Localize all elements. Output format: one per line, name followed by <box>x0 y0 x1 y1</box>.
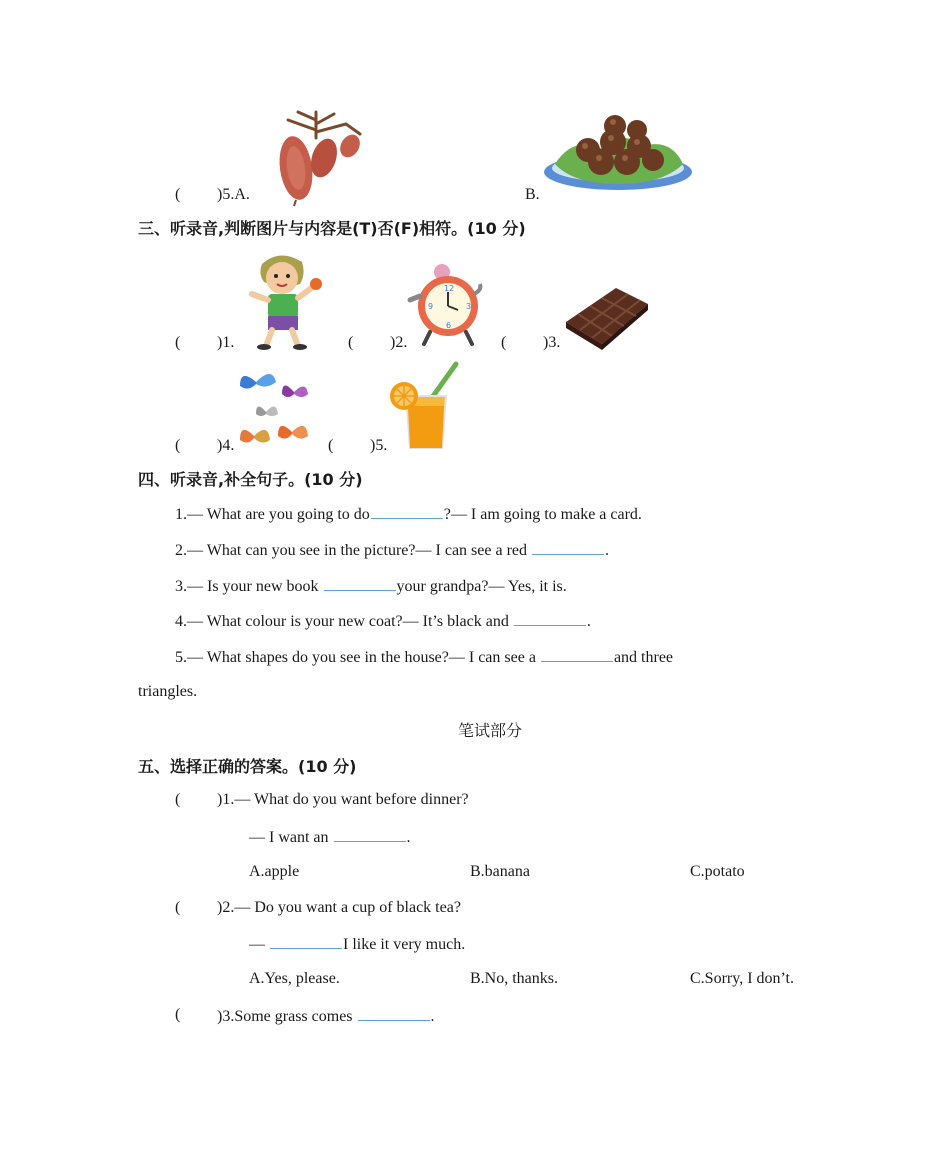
section4-title: 四、听录音,补全句子。(10 分) <box>138 470 363 489</box>
svg-text:6: 6 <box>446 321 452 330</box>
sweet-potato-image <box>268 110 368 205</box>
s5-q2-option-c[interactable]: C.Sorry, I don’t. <box>690 970 794 987</box>
section5-title: 五、选择正确的答案。(10 分) <box>138 757 357 776</box>
s4-q4-text-before: 4.— What colour is your new coat?— It’s black and <box>175 613 513 630</box>
s5-q1-option-c[interactable]: C.potato <box>690 863 745 880</box>
s3-item2-paren: ( <box>348 334 354 351</box>
s5-q3-paren: ( <box>175 1006 181 1023</box>
s3-item1-paren: ( <box>175 334 181 351</box>
section3-title: 三、听录音,判断图片与内容是(T)否(F)相符。(10 分) <box>138 219 526 238</box>
s4-q1-blank[interactable] <box>371 504 443 519</box>
s4-q3-text-before: 3.— Is your new book <box>175 578 323 595</box>
s5-q1-question: )1.— What do you want before dinner? <box>217 791 469 808</box>
s3-item4-label: )4. <box>217 437 235 454</box>
q5-option-a-label: )5.A. <box>217 186 250 203</box>
s4-question-4 <box>175 611 591 631</box>
s5-q3-question <box>217 1006 435 1026</box>
s5-q2-reply-before: — <box>249 936 269 953</box>
s4-question-2 <box>175 540 609 560</box>
s5-q1-option-a[interactable]: A.apple <box>249 863 300 880</box>
svg-text:12: 12 <box>444 284 455 293</box>
s5-q2-paren: ( <box>175 899 181 916</box>
s4-q5-text-before: 5.— What shapes do you see in the house?— I can see a <box>175 649 540 666</box>
s4-q3-blank[interactable] <box>324 576 396 591</box>
q5-paren: ( <box>175 186 181 203</box>
boy-eating-image <box>240 250 330 350</box>
s4-q3-text-after: your grandpa?— Yes, it is. <box>396 578 567 595</box>
svg-text:3: 3 <box>466 302 472 311</box>
s4-question-5 <box>175 647 673 667</box>
butterflies-image <box>236 364 316 454</box>
chocolate-balls-plate-image <box>543 108 693 198</box>
s5-q2-question: )2.— Do you want a cup of black tea? <box>217 899 461 916</box>
s5-q1-option-b[interactable]: B.banana <box>470 863 530 880</box>
s5-q2-reply <box>249 934 465 954</box>
s4-question-3 <box>175 576 567 596</box>
orange-juice-image <box>386 362 466 454</box>
s4-q2-text-before: 2.— What can you see in the picture?— I can see a red <box>175 542 531 559</box>
s5-q2-reply-after: I like it very much. <box>343 936 466 953</box>
s3-item2-label: )2. <box>390 334 408 351</box>
s5-q3-text-after: . <box>430 1008 435 1025</box>
q5-option-b-label: B. <box>525 186 540 203</box>
s5-q2-blank[interactable] <box>270 934 342 949</box>
chocolate-bar-image <box>562 282 652 352</box>
s3-item4-paren: ( <box>175 437 181 454</box>
s5-q1-blank[interactable] <box>334 827 406 842</box>
s5-q1-paren: ( <box>175 791 181 808</box>
s4-q2-text-after: . <box>605 542 609 559</box>
s4-q5-text-after: and three <box>613 649 674 666</box>
s4-q4-text-after: . <box>586 613 591 630</box>
s5-q2-option-b[interactable]: B.No, thanks. <box>470 970 558 987</box>
s4-question-1 <box>175 504 642 524</box>
written-part-heading: 笔试部分 <box>458 721 523 740</box>
s5-q3-blank[interactable] <box>358 1006 430 1021</box>
s4-q4-blank[interactable] <box>514 611 586 626</box>
s5-q1-reply <box>249 827 411 847</box>
s4-q5-blank[interactable] <box>541 647 613 662</box>
svg-text:9: 9 <box>428 302 434 311</box>
s3-item3-label: )3. <box>543 334 561 351</box>
s5-q2-option-a[interactable]: A.Yes, please. <box>249 970 340 987</box>
s4-q2-blank[interactable] <box>532 540 604 555</box>
s5-q1-reply-before: — I want an <box>249 829 333 846</box>
alarm-clock-image <box>408 260 488 350</box>
s5-q1-reply-after: . <box>406 829 411 846</box>
s4-q5-continuation: triangles. <box>138 683 198 700</box>
s3-item5-label: )5. <box>370 437 388 454</box>
s4-q1-text-after: ?— I am going to make a card. <box>443 506 642 523</box>
s3-item3-paren: ( <box>501 334 507 351</box>
s4-q1-text-before: 1.— What are you going to do <box>175 506 370 523</box>
s3-item5-paren: ( <box>328 437 334 454</box>
s5-q3-text-before: )3.Some grass comes <box>217 1008 357 1025</box>
s3-item1-label: )1. <box>217 334 235 351</box>
